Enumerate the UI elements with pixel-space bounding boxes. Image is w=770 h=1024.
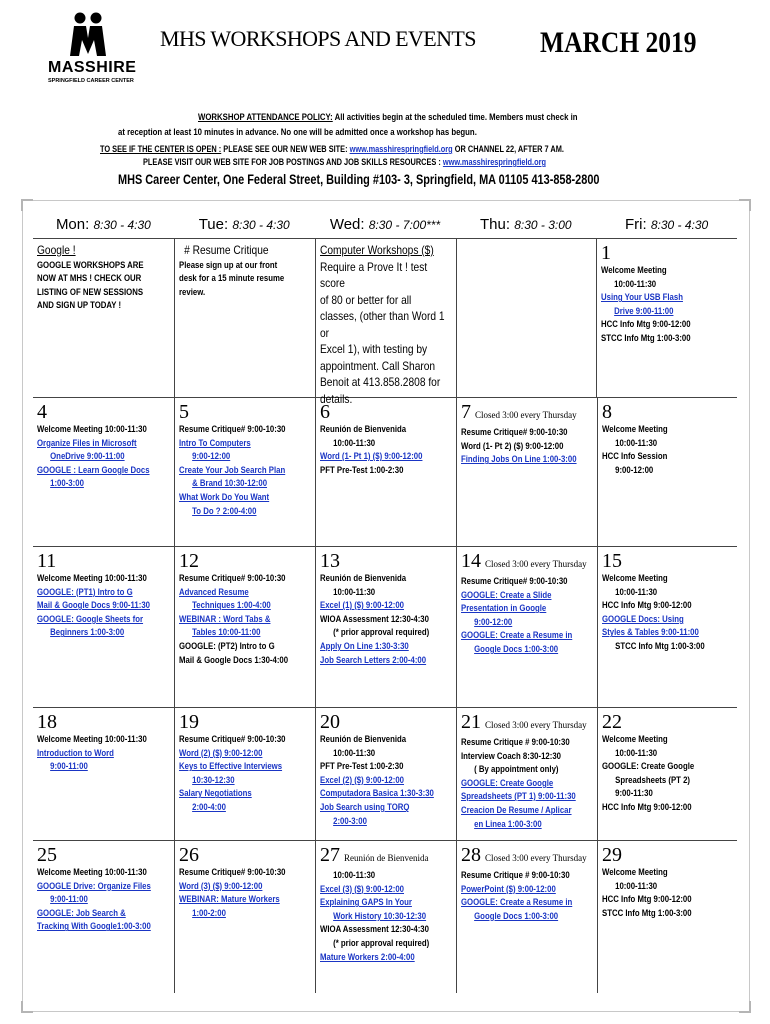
notice-text: PLEASE SEE OUR NEW WEB SITE: bbox=[223, 144, 348, 154]
event-text: STCC Info Mtg 1:00-3:00 bbox=[601, 332, 691, 344]
event-text: Resume Critique # 9:00-10:30 bbox=[461, 870, 570, 881]
date-number: 13 bbox=[320, 550, 340, 572]
event-text: HCC Info Mtg 9:00-12:00 bbox=[601, 319, 691, 331]
event-text: Welcome Meeting 10:00-11:30 bbox=[37, 573, 147, 584]
workshop-link[interactable]: Work History 10:30-12:30 bbox=[333, 910, 427, 922]
event-text: classes, (other than Word 1 or bbox=[320, 309, 445, 340]
workshop-link[interactable]: 9:00-11:00 bbox=[50, 894, 88, 906]
event-text: Welcome Meeting bbox=[602, 424, 668, 435]
date-number: 12 bbox=[179, 550, 199, 572]
day-name: Fri: bbox=[624, 215, 647, 233]
event-text: HCC Info Session bbox=[602, 451, 668, 463]
people-logo-icon bbox=[68, 12, 108, 58]
date-number: 11 bbox=[37, 550, 57, 572]
workshop-link[interactable]: 10:30-12:30 bbox=[192, 774, 235, 786]
workshop-link[interactable]: GOOGLE: Create Google bbox=[461, 777, 554, 789]
date-number: 28 bbox=[461, 844, 481, 866]
event-text: Resume Critique# 9:00-10:30 bbox=[461, 576, 568, 587]
workshop-link[interactable]: Apply On Line 1:30-3:30 bbox=[320, 640, 409, 652]
workshop-link[interactable]: Advanced Resume bbox=[179, 586, 249, 598]
workshop-link[interactable]: en Linea 1:00-3:00 bbox=[474, 818, 542, 830]
day-cell bbox=[33, 841, 174, 993]
workshop-link[interactable]: 1:00-3:00 bbox=[50, 478, 84, 490]
date-number: 21 bbox=[461, 711, 481, 733]
workshop-link[interactable]: Tables 10:00-11:00 bbox=[192, 627, 261, 639]
date-number-row bbox=[179, 711, 311, 733]
date-number-row bbox=[602, 550, 734, 572]
date-number-row bbox=[602, 401, 734, 423]
date-number-row bbox=[461, 844, 593, 869]
logo-subtitle: SPRINGFIELD CAREER CENTER bbox=[48, 78, 134, 84]
workshop-link[interactable]: PowerPoint ($) 9:00-12:00 bbox=[461, 883, 556, 895]
date-number: 5 bbox=[179, 401, 189, 423]
event-text: Resume Critique# 9:00-10:30 bbox=[461, 427, 568, 438]
workshop-link[interactable]: Organize Files in Microsoft bbox=[37, 437, 137, 449]
day-cell bbox=[597, 398, 738, 546]
corner-mark bbox=[21, 1001, 33, 1013]
workshop-link[interactable]: GOOGLE : Learn Google Docs bbox=[37, 464, 150, 476]
calendar-weeks bbox=[33, 238, 737, 993]
event-text: Resume Critique# 9:00-10:30 bbox=[179, 734, 286, 745]
website-link-2[interactable]: www.masshirespringfield.org bbox=[442, 157, 546, 167]
workshop-link[interactable]: Techniques 1:00-4:00 bbox=[192, 600, 271, 612]
event-text: (* prior approval required) bbox=[333, 937, 430, 949]
day-header bbox=[174, 216, 315, 233]
corner-mark bbox=[21, 199, 33, 211]
event-text: Reunión de Bienvenida bbox=[320, 424, 407, 435]
workshop-link[interactable]: Drive 9:00-11:00 bbox=[614, 305, 674, 317]
day-cell bbox=[33, 708, 174, 840]
date-number: 4 bbox=[37, 401, 47, 423]
event-text: 10:00-11:30 bbox=[615, 747, 658, 759]
day-cell bbox=[33, 239, 174, 397]
event-text: 10:00-11:30 bbox=[615, 586, 658, 598]
date-number-row bbox=[37, 550, 170, 572]
date-number-row bbox=[461, 550, 593, 575]
event-text: Mail & Google Docs 1:30-4:00 bbox=[179, 654, 289, 666]
policy-line-1 bbox=[198, 112, 577, 123]
date-note: Closed 3:00 every Thursday bbox=[485, 720, 587, 730]
event-text: Computer Workshops ($) bbox=[320, 243, 434, 257]
event-text: 10:00-11:30 bbox=[333, 747, 376, 759]
notice-text-2: OR CHANNEL 22, AFTER 7 AM. bbox=[454, 144, 564, 154]
date-number: 8 bbox=[602, 401, 612, 423]
date-number: 29 bbox=[602, 844, 622, 866]
date-number: 26 bbox=[179, 844, 199, 866]
workshop-link[interactable]: Job Search Letters 2:00-4:00 bbox=[320, 654, 427, 666]
date-number: 27 bbox=[320, 844, 340, 866]
workshop-link[interactable]: GOOGLE Docs: Using bbox=[602, 613, 684, 625]
logo-name: MASSHIRE bbox=[48, 59, 137, 76]
workshop-link[interactable]: GOOGLE: (PT1) Intro to G bbox=[37, 586, 133, 598]
workshop-link[interactable]: Salary Negotiations bbox=[179, 788, 252, 800]
workshop-link[interactable]: GOOGLE: Job Search & bbox=[37, 907, 126, 919]
date-note: Closed 3:00 every Thursday bbox=[485, 853, 587, 863]
workshop-link[interactable]: Introduction to Word bbox=[37, 747, 114, 759]
day-cell bbox=[315, 398, 456, 546]
workshop-link[interactable]: Using Your USB Flash bbox=[601, 292, 683, 304]
event-text: Welcome Meeting bbox=[602, 573, 668, 584]
week-row bbox=[33, 707, 737, 840]
event-text: Resume Critique# 9:00-10:30 bbox=[179, 424, 286, 435]
workshop-link[interactable]: Word (1- Pt 1) ($) 9:00-12:00 bbox=[320, 451, 423, 463]
workshop-link[interactable]: GOOGLE: Create a Resume in bbox=[461, 630, 573, 642]
workshop-link[interactable]: & Brand 10:30-12:00 bbox=[192, 478, 268, 490]
day-hours: 8:30 - 7:00*** bbox=[368, 217, 441, 232]
day-cell bbox=[315, 239, 456, 406]
day-cell bbox=[597, 547, 738, 707]
event-text: NOW AT MHS ! CHECK OUR bbox=[37, 273, 142, 285]
workshop-link[interactable]: Finding Jobs On Line 1:00-3:00 bbox=[461, 454, 577, 466]
day-cell bbox=[456, 841, 597, 993]
date-number-row bbox=[179, 550, 311, 572]
day-header bbox=[455, 216, 596, 233]
corner-mark bbox=[739, 199, 751, 211]
notice-label: TO SEE IF THE CENTER IS OPEN : bbox=[100, 144, 222, 154]
day-cell bbox=[456, 398, 597, 546]
week-row bbox=[33, 546, 737, 707]
workshop-link[interactable]: Create Your Job Search Plan bbox=[179, 464, 286, 476]
day-cell bbox=[315, 547, 456, 707]
workshop-link[interactable]: Google Docs 1:00-3:00 bbox=[474, 910, 559, 922]
workshop-link[interactable]: Mail & Google Docs 9:00-11:30 bbox=[37, 600, 150, 612]
event-text: Reunión de Bienvenida bbox=[320, 734, 407, 745]
event-text: GOOGLE: (PT2) Intro to G bbox=[179, 640, 275, 652]
workshop-link[interactable]: 9:00-12:00 bbox=[192, 451, 231, 463]
workshop-link[interactable]: Computadora Basica 1:30-3:30 bbox=[320, 788, 434, 800]
date-number: 6 bbox=[320, 401, 330, 423]
policy-line-2: at reception at least 10 minutes in advance. No one will be admitted once a workshop has begun. bbox=[118, 127, 477, 138]
event-text: (* prior approval required) bbox=[333, 627, 430, 639]
event-text: Spreadsheets (PT 2) bbox=[615, 774, 691, 786]
day-cell bbox=[456, 239, 596, 397]
event-text: Google ! bbox=[37, 243, 76, 257]
event-text: WIOA Assessment 12:30-4:30 bbox=[320, 613, 429, 625]
workshop-link[interactable]: Excel (2) ($) 9:00-12:00 bbox=[320, 774, 405, 786]
day-cell bbox=[174, 239, 315, 397]
date-number-row bbox=[320, 711, 452, 733]
date-number: 25 bbox=[37, 844, 57, 866]
event-text: 10:00-11:30 bbox=[333, 586, 376, 598]
event-text: Require a Prove It ! test score bbox=[320, 259, 428, 290]
event-text: appointment. Call Sharon bbox=[320, 358, 436, 373]
day-cell bbox=[315, 841, 456, 993]
day-header-row bbox=[33, 210, 737, 238]
event-text: HCC Info Mtg 9:00-12:00 bbox=[602, 894, 692, 906]
event-text: 9:00-11:30 bbox=[615, 788, 653, 800]
date-number: 19 bbox=[179, 711, 199, 733]
policy-text: All activities begin at the scheduled time. Members must check in bbox=[334, 112, 578, 123]
week-row bbox=[33, 238, 737, 406]
date-note: Closed 3:00 every Thursday bbox=[485, 559, 587, 569]
day-header bbox=[315, 216, 456, 233]
day-cell bbox=[33, 398, 174, 546]
event-text: Please sign up at our front bbox=[179, 259, 278, 271]
workshop-link[interactable]: Word (2) ($) 9:00-12:00 bbox=[179, 747, 263, 759]
workshop-link[interactable]: Beginners 1:00-3:00 bbox=[50, 627, 125, 639]
month-title: MARCH 2019 bbox=[540, 26, 697, 59]
workshop-link[interactable]: WEBINAR : Word Tabs & bbox=[179, 613, 271, 625]
date-number-row bbox=[461, 401, 593, 426]
policy-label: WORKSHOP ATTENDANCE POLICY: bbox=[198, 112, 333, 123]
date-number-row bbox=[37, 711, 170, 733]
workshop-link[interactable]: Intro To Computers bbox=[179, 437, 251, 449]
workshop-link[interactable]: 9:00-12:00 bbox=[474, 616, 513, 628]
date-number: 22 bbox=[602, 711, 622, 733]
date-number-row bbox=[320, 401, 452, 423]
event-text: STCC Info Mtg 1:00-3:00 bbox=[602, 907, 692, 919]
date-number-row bbox=[37, 844, 170, 866]
workshop-link[interactable]: Excel (3) ($) 9:00-12:00 bbox=[320, 883, 405, 895]
event-text: Welcome Meeting 10:00-11:30 bbox=[37, 734, 147, 745]
center-address: MHS Career Center, One Federal Street, Building #103- 3, Springfield, MA 01105 413-858-2800 bbox=[118, 171, 600, 187]
workshop-link[interactable]: 9:00-11:00 bbox=[50, 761, 88, 773]
event-text: Word (1- Pt 2) ($) 9:00-12:00 bbox=[461, 440, 564, 452]
workshop-link[interactable]: Styles & Tables 9:00-11:00 bbox=[602, 627, 699, 639]
notice-line-2 bbox=[143, 157, 546, 167]
date-number-row bbox=[602, 711, 734, 733]
day-cell bbox=[174, 398, 315, 546]
workshop-link[interactable]: Creacion De Resume / Aplicar bbox=[461, 804, 572, 816]
date-number: 14 bbox=[461, 550, 481, 572]
workshop-link[interactable]: Keys to Effective Interviews bbox=[179, 761, 283, 773]
event-text: Resume Critique# 9:00-10:30 bbox=[179, 573, 286, 584]
workshop-link[interactable]: GOOGLE Drive: Organize Files bbox=[37, 880, 151, 892]
event-text: 10:00-11:30 bbox=[333, 437, 376, 449]
date-number-row bbox=[179, 844, 311, 866]
event-text: AND SIGN UP TODAY ! bbox=[37, 300, 122, 312]
event-text: Reunión de Bienvenida bbox=[320, 573, 407, 584]
event-text: Welcome Meeting bbox=[602, 734, 668, 745]
date-number-row bbox=[320, 550, 452, 572]
masshire-logo bbox=[48, 12, 137, 90]
event-text: PFT Pre-Test 1:00-2:30 bbox=[320, 464, 404, 476]
workshop-link[interactable]: Explaining GAPS In Your bbox=[320, 897, 412, 909]
date-number-row bbox=[602, 844, 734, 866]
day-cell bbox=[174, 708, 315, 840]
date-note: Reunión de Bienvenida bbox=[344, 853, 429, 863]
event-text: of 80 or better for all bbox=[320, 292, 412, 307]
workshop-link[interactable]: OneDrive 9:00-11:00 bbox=[50, 451, 125, 463]
day-cell bbox=[456, 547, 597, 707]
workshop-link[interactable]: Excel (1) ($) 9:00-12:00 bbox=[320, 600, 405, 612]
day-cell bbox=[596, 239, 737, 397]
event-text: STCC Info Mtg 1:00-3:00 bbox=[615, 640, 705, 652]
date-number: 20 bbox=[320, 711, 340, 733]
workshop-link[interactable]: 2:00-3:00 bbox=[333, 815, 367, 827]
event-text: HCC Info Mtg 9:00-12:00 bbox=[602, 600, 692, 612]
workshop-link[interactable]: 1:00-2:00 bbox=[192, 907, 226, 919]
week-row bbox=[33, 397, 737, 546]
event-text: GOOGLE: Create Google bbox=[602, 761, 695, 773]
event-text: PFT Pre-Test 1:00-2:30 bbox=[320, 761, 404, 773]
day-hours: 8:30 - 4:30 bbox=[232, 217, 290, 232]
workshop-link[interactable]: What Work Do You Want bbox=[179, 491, 270, 503]
workshop-link[interactable]: GOOGLE: Google Sheets for bbox=[37, 613, 144, 625]
day-cell bbox=[597, 841, 738, 993]
event-text: 10:00-11:30 bbox=[614, 278, 657, 290]
event-text: ( By appointment only) bbox=[474, 764, 559, 776]
day-cell bbox=[174, 841, 315, 993]
date-number: 7 bbox=[461, 401, 471, 423]
day-name: Tue: bbox=[198, 215, 229, 233]
event-text: 9:00-12:00 bbox=[615, 464, 654, 476]
day-name: Thu: bbox=[480, 215, 511, 233]
day-name: Mon: bbox=[55, 215, 90, 233]
day-cell bbox=[315, 708, 456, 840]
workshop-link[interactable]: Mature Workers 2:00-4:00 bbox=[320, 951, 415, 963]
date-number-row bbox=[37, 401, 170, 423]
workshop-link[interactable]: Tracking With Google1:00-3:00 bbox=[37, 921, 151, 933]
workshop-link[interactable]: 2:00-4:00 bbox=[192, 801, 226, 813]
day-cell bbox=[174, 547, 315, 707]
day-cell bbox=[456, 708, 597, 840]
workshop-link[interactable]: Presentation in Google bbox=[461, 603, 547, 615]
event-text: 10:00-11:30 bbox=[615, 880, 658, 892]
day-header bbox=[596, 216, 737, 233]
workshop-link[interactable]: Spreadsheets (PT 1) 9:00-11:30 bbox=[461, 791, 576, 803]
event-text: review. bbox=[179, 286, 206, 298]
date-number-row bbox=[179, 401, 311, 423]
date-number-row bbox=[461, 711, 593, 736]
day-header bbox=[33, 216, 174, 233]
date-number-row bbox=[320, 844, 452, 869]
event-text: Excel 1), with testing by bbox=[320, 342, 428, 356]
event-text: Welcome Meeting 10:00-11:30 bbox=[37, 867, 147, 878]
workshop-link[interactable]: Job Search using TORQ bbox=[320, 801, 410, 813]
corner-mark bbox=[739, 1001, 751, 1013]
workshop-link[interactable]: Word (3) ($) 9:00-12:00 bbox=[179, 880, 263, 892]
workshop-link[interactable]: Google Docs 1:00-3:00 bbox=[474, 643, 559, 655]
date-number: 1 bbox=[601, 242, 611, 264]
day-cell bbox=[597, 708, 738, 840]
date-number: 18 bbox=[37, 711, 57, 733]
event-text: Resume Critique# 9:00-10:30 bbox=[179, 867, 286, 878]
workshop-link[interactable]: To Do ? 2:00-4:00 bbox=[192, 505, 257, 517]
page-title: MHS WORKSHOPS AND EVENTS bbox=[160, 26, 476, 51]
event-text: Welcome Meeting bbox=[602, 867, 668, 878]
event-text: desk for a 15 minute resume bbox=[179, 273, 285, 285]
date-number: 15 bbox=[602, 550, 622, 572]
day-hours: 8:30 - 3:00 bbox=[514, 217, 572, 232]
website-link[interactable]: www.masshirespringfield.org bbox=[349, 144, 453, 154]
event-text: Welcome Meeting 10:00-11:30 bbox=[37, 424, 147, 435]
day-name: Wed: bbox=[329, 215, 365, 233]
workshop-link[interactable]: WEBINAR: Mature Workers bbox=[179, 894, 280, 906]
event-text: GOOGLE WORKSHOPS ARE bbox=[37, 259, 144, 271]
calendar-grid bbox=[33, 210, 737, 993]
event-text: Resume Critique # 9:00-10:30 bbox=[461, 737, 570, 748]
date-number-row bbox=[601, 242, 733, 264]
notice2-text: PLEASE VISIT OUR WEB SITE FOR JOB POSTINGS AND JOB SKILLS RESOURCES : bbox=[143, 157, 441, 167]
notice-line-1 bbox=[100, 144, 564, 154]
date-note: Closed 3:00 every Thursday bbox=[475, 410, 577, 420]
event-text: HCC Info Mtg 9:00-12:00 bbox=[602, 801, 692, 813]
week-row bbox=[33, 840, 737, 993]
workshop-link[interactable]: GOOGLE: Create a Resume in bbox=[461, 897, 573, 909]
event-text: Welcome Meeting bbox=[601, 265, 667, 276]
day-hours: 8:30 - 4:30 bbox=[650, 217, 709, 232]
event-text: 10:00-11:30 bbox=[333, 870, 376, 881]
workshop-link[interactable]: GOOGLE: Create a Slide bbox=[461, 589, 552, 601]
event-text: # Resume Critique bbox=[184, 243, 269, 257]
event-text: 10:00-11:30 bbox=[615, 437, 658, 449]
event-text: details. bbox=[320, 391, 353, 406]
event-text: LISTING OF NEW SESSIONS bbox=[37, 286, 144, 298]
event-text: Interview Coach 8:30-12:30 bbox=[461, 750, 562, 762]
event-text: WIOA Assessment 12:30-4:30 bbox=[320, 924, 429, 936]
day-cell bbox=[33, 547, 174, 707]
day-hours: 8:30 - 4:30 bbox=[93, 217, 151, 232]
event-text: Benoit at 413.858.2808 for bbox=[320, 375, 441, 389]
